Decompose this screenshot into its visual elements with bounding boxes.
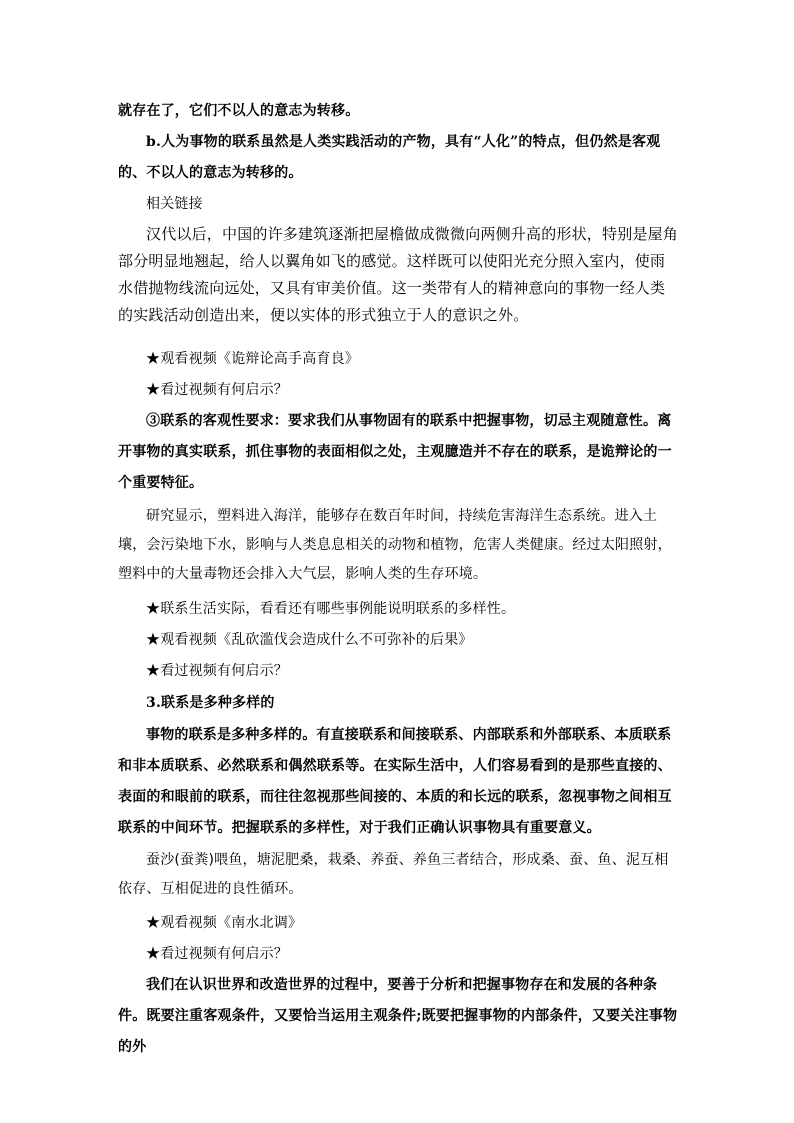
video-item-3: ★观看视频《南水北调》: [146, 915, 303, 931]
video-item-2: ★观看视频《乱砍滥伐会造成什么不可弥补的后果》: [146, 632, 473, 648]
video-item-1: ★观看视频《诡辩论高手高育良》: [146, 351, 359, 367]
section-heading-diversity: 3.联系是多种多样的: [146, 695, 275, 711]
paragraph-silkworm-fish: 蚕沙(蚕粪)喂鱼，塘泥肥桑，栽桑、养蚕、养鱼三者结合，形成桑、蚕、鱼、泥互相依存、互相促进的良性循环。: [118, 852, 669, 897]
paragraph-b-point: b.人为事物的联系虽然是人类实践活动的产物，具有“人化”的特点，但仍然是客观的、不以人的意志为转移的。: [118, 134, 661, 181]
paragraph-han-dynasty: 汉代以后，中国的许多建筑逐渐把屋檐做成微微向两侧升高的形状，特别是屋角部分明显地翘起，给人以翼角如飞的感觉。这样既可以使阳光充分照入室内，使雨水借抛物线流向远处，又具有审美价值。这一类带有人的精神意向的事物一经人类的实践活动创造出来，便以实体的形式独立于人的意识之外。: [118, 225, 679, 324]
paragraph-conditions: 我们在认识世界和改造世界的过程中，要善于分析和把握事物存在和发展的各种条件。既要注重客观条件，又要恰当运用主观条件;既要把握事物的内部条件，又要关注事物的外: [118, 977, 678, 1055]
paragraph-continuation: 就存在了，它们不以人的意志为转移。: [118, 103, 360, 119]
paragraph-diversity: 事物的联系是多种多样的。有直接联系和间接联系、内部联系和外部联系、本质联系和非本质联系、必然联系和偶然联系等。在实际生活中，人们容易看到的是那些直接的、表面的和眼前的联系，而往往忽视那些间接的、本质的和长远的联系，忽视事物之间相互联系的中间环节。把握联系的多样性，对于我们正确认识事物具有重要意义。: [118, 727, 672, 836]
related-link-heading: 相关链接: [146, 196, 203, 212]
activity-item: ★联系生活实际，看看还有哪些事例能说明联系的多样性。: [146, 601, 516, 617]
video-question-1: ★看过视频有何启示？: [146, 382, 288, 398]
paragraph-objectivity-requirement: ③联系的客观性要求：要求我们从事物固有的联系中把握事物，切忌主观随意性。离开事物的真实联系，抓住事物的表面相似之处，主观臆造并不存在的联系，是诡辩论的一个重要特征。: [118, 413, 672, 491]
video-question-3: ★看过视频有何启示？: [146, 946, 288, 962]
paragraph-plastic-research: 研究显示，塑料进入海洋，能够存在数百年时间，持续危害海洋生态系统。进入土壤，会污染地下水，影响与人类息息相关的动物和植物，危害人类健康。经过太阳照射，塑料中的大量毒物还会排入大气层，影响人类的生存环境。: [118, 508, 672, 582]
video-question-2: ★看过视频有何启示？: [146, 663, 288, 679]
